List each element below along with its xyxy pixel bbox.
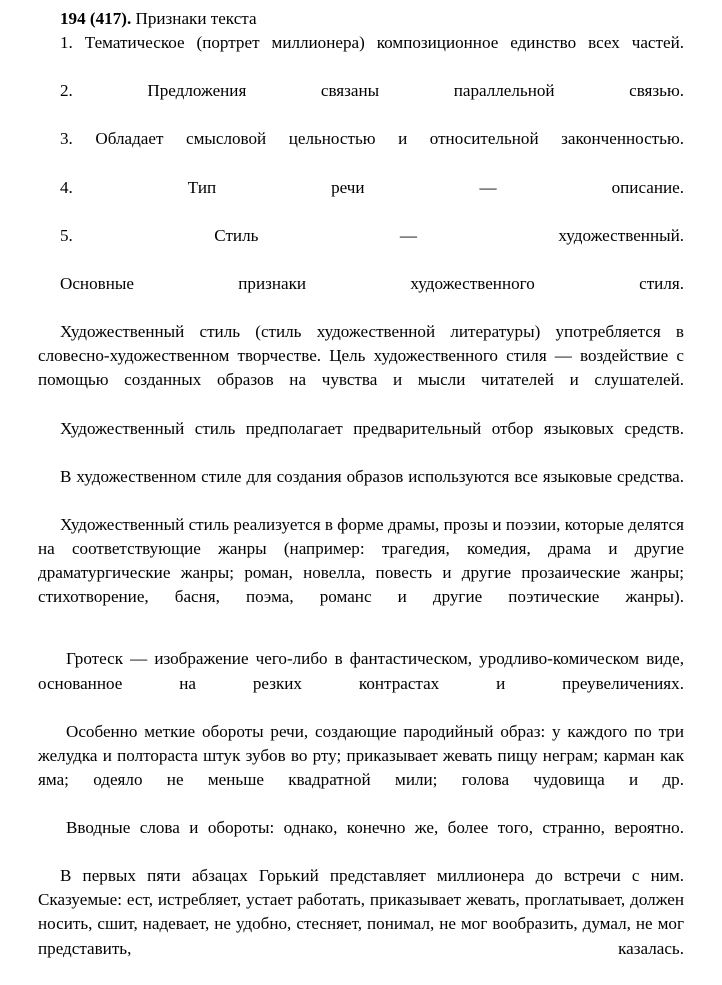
answer-item-2: 2. Предложения связаны параллельной связью. [60,81,684,101]
answer-item-3: 3. Обладает смысловой цельностью и относительной законченностью. [60,129,684,149]
paragraph-intro-words: Вводные слова и обороты: однако, конечно же, более того, странно, вероятно. [66,818,684,838]
paragraph-selection: Художественный стиль предполагает предварительный отбор языковых средств. [60,418,684,438]
exercise-heading [38,7,684,31]
document-body [38,7,684,985]
paragraph-grotesque: Гротеск — изображение чего-либо в фантастическом, уродливо-комическом виде, основанное на резких контрастах и преувеличениях. [38,649,684,693]
paragraph-main-features: Основные признаки художественного стиля. [60,274,684,294]
paragraph-means: В художественном стиле для создания образов используются все языковые средства. [60,466,684,486]
paragraph-definition: Художественный стиль (стиль художественной литературы) употребляется в словесно-художественном творчестве. Цель художественного стиля — воздействие с помощью созданных образов на чувства и мысли читателей и слушателей. [38,322,684,390]
exercise-title: Признаки текста [135,9,257,28]
answer-item-1: 1. Тематическое (портрет миллионера) композиционное единство всех частей. [60,33,684,53]
exercise-number: 194 (417). [60,9,132,28]
answer-item-4: 4. Тип речи — описание. [60,177,684,197]
paragraph-genres: Художественный стиль реализуется в форме драмы, прозы и поэзии, которые делятся на соответствующие жанры (например: трагедия, комедия, драма и другие драматургические жанры; роман, новелла, повесть и другие прозаические жанры; стихотворение, басня, поэма, романс и другие поэтические жанры). [38,514,684,607]
answer-item-5: 5. Стиль — художественный. [60,225,684,245]
paragraph-parody: Особенно меткие обороты речи, создающие пародийный образ: у каждого по три желудка и полтораста штук зубов во рту; приказывает жевать пищу неграм; карман как яма; одеяло не меньше квадратной мили; голова чудовища и др. [38,721,684,789]
paragraph-gorky: В первых пяти абзацах Горький представляет миллионера до встречи с ним. Сказуемые: ест, истребляет, устает работать, приказывает жевать, проглатывает, должен носить, сшит, надевает, не удобно, стесняет, понимал, не мог вообразить, думал, не мог представить, казалась. [38,866,684,958]
